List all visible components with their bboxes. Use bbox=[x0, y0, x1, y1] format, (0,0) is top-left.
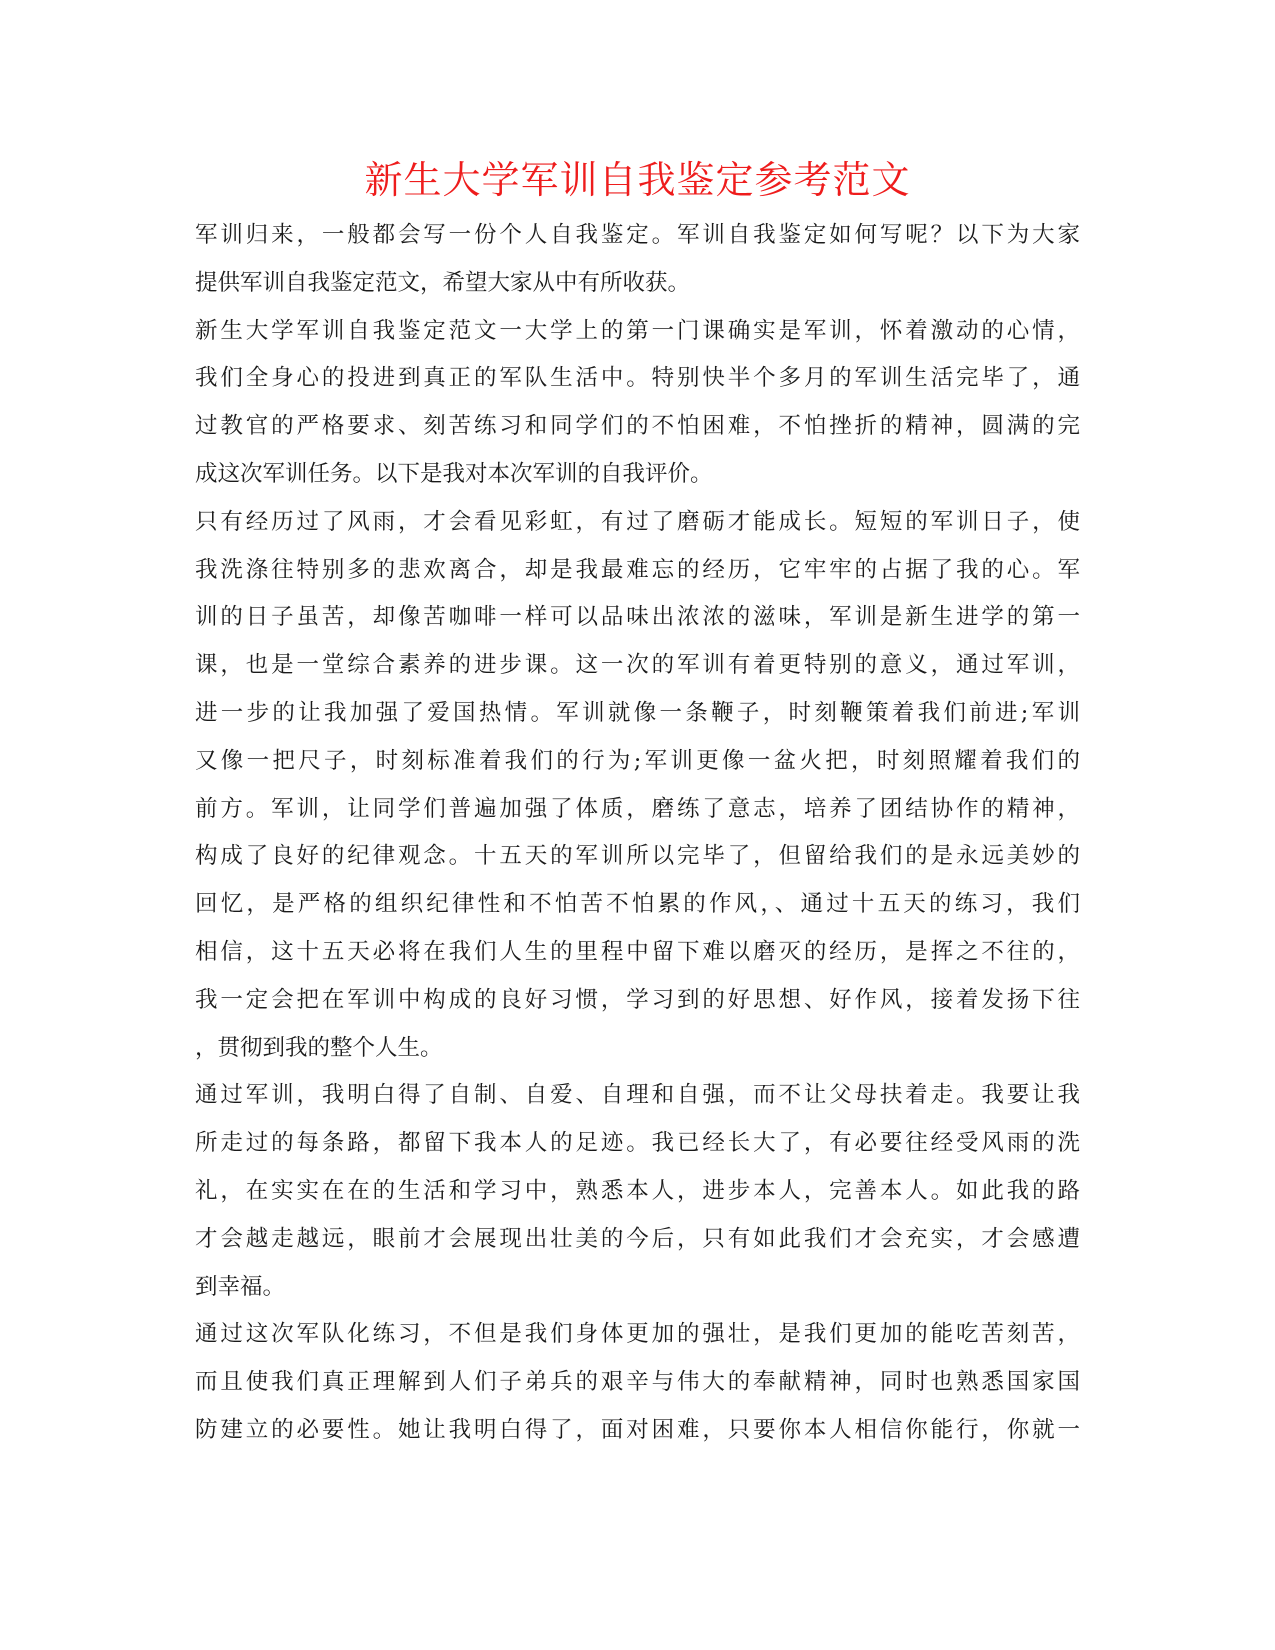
text-line: 过教官的严格要求、刻苦练习和同学们的不怕困难，不怕挫折的精神，圆满的完 bbox=[195, 413, 1080, 440]
text-line: 军训归来，一般都会写一份个人自我鉴定。军训自我鉴定如何写呢？以下为大家 bbox=[195, 222, 1080, 248]
text-line: 礼，在实实在在的生活和学习中，熟悉本人，进步本人，完善本人。如此我的路 bbox=[195, 1177, 1080, 1204]
text-line: 成这次军训任务。以下是我对本次军训的自我评价。 bbox=[195, 460, 713, 487]
paragraph-self-discipline bbox=[195, 1072, 1080, 1311]
text-line: 我洗涤往特别多的悲欢离合，却是我最难忘的经历，它牢牢的占据了我的心。军 bbox=[195, 556, 1080, 583]
paragraph-intro bbox=[195, 212, 1080, 308]
text-line: 课，也是一堂综合素养的进步课。这一次的军训有着更特别的意义，通过军训， bbox=[195, 652, 1080, 679]
text-line: 新生大学军训自我鉴定范文一大学上的第一门课确实是军训，怀着激动的心情， bbox=[195, 317, 1080, 344]
text-line: 构成了良好的纪律观念。十五天的军训所以完毕了，但留给我们的是永远美妙的 bbox=[195, 843, 1080, 870]
paragraph-military-training bbox=[195, 1311, 1080, 1454]
text-line: 只有经历过了风雨，才会看见彩虹，有过了磨砺才能成长。短短的军训日子，使 bbox=[195, 508, 1080, 535]
text-line: 才会越走越远，眼前才会展现出壮美的今后，只有如此我们才会充实，才会感遭 bbox=[195, 1225, 1080, 1252]
paragraph-first-lesson bbox=[195, 308, 1080, 499]
text-line: ，贯彻到我的整个人生。 bbox=[195, 1034, 443, 1061]
text-line: 通过军训，我明白得了自制、自爱、自理和自强，而不让父母扶着走。我要让我 bbox=[195, 1082, 1080, 1109]
text-line: 前方。军训，让同学们普遍加强了体质，磨练了意志，培养了团结协作的精神， bbox=[195, 795, 1080, 822]
text-line: 而且使我们真正理解到人们子弟兵的艰辛与伟大的奉献精神，同时也熟悉国家国 bbox=[195, 1369, 1080, 1396]
text-line: 我们全身心的投进到真正的军队生活中。特别快半个多月的军训生活完毕了，通 bbox=[195, 365, 1080, 392]
text-line: 相信，这十五天必将在我们人生的里程中留下难以磨灭的经历，是挥之不往的， bbox=[195, 938, 1080, 965]
text-line: 到幸福。 bbox=[195, 1273, 286, 1300]
text-line: 提供军训自我鉴定范文，希望大家从中有所收获。 bbox=[195, 269, 691, 296]
text-line: 防建立的必要性。她让我明白得了，面对困难，只要你本人相信你能行，你就一 bbox=[195, 1416, 1080, 1443]
paragraph-rainbow bbox=[195, 499, 1080, 1073]
text-line: 回忆，是严格的组织纪律性和不怕苦不怕累的作风，、通过十五天的练习，我们 bbox=[195, 891, 1080, 918]
document-title: 新生大学军训自我鉴定参考范文 bbox=[364, 158, 911, 202]
text-line: 进一步的让我加强了爱国热情。军训就像一条鞭子，时刻鞭策着我们前进;军训 bbox=[195, 699, 1080, 726]
text-line: 我一定会把在军训中构成的良好习惯，学习到的好思想、好作风，接着发扬下往 bbox=[195, 986, 1080, 1013]
text-line: 训的日子虽苦，却像苦咖啡一样可以品味出浓浓的滋味，军训是新生进学的第一 bbox=[195, 604, 1080, 631]
document-body bbox=[195, 212, 1080, 1455]
text-line: 通过这次军队化练习，不但是我们身体更加的强壮，是我们更加的能吃苦刻苦， bbox=[195, 1321, 1080, 1348]
text-line: 所走过的每条路，都留下我本人的足迹。我已经长大了，有必要往经受风雨的洗 bbox=[195, 1130, 1080, 1157]
text-line: 又像一把尺子，时刻标准着我们的行为;军训更像一盆火把，时刻照耀着我们的 bbox=[195, 747, 1080, 774]
